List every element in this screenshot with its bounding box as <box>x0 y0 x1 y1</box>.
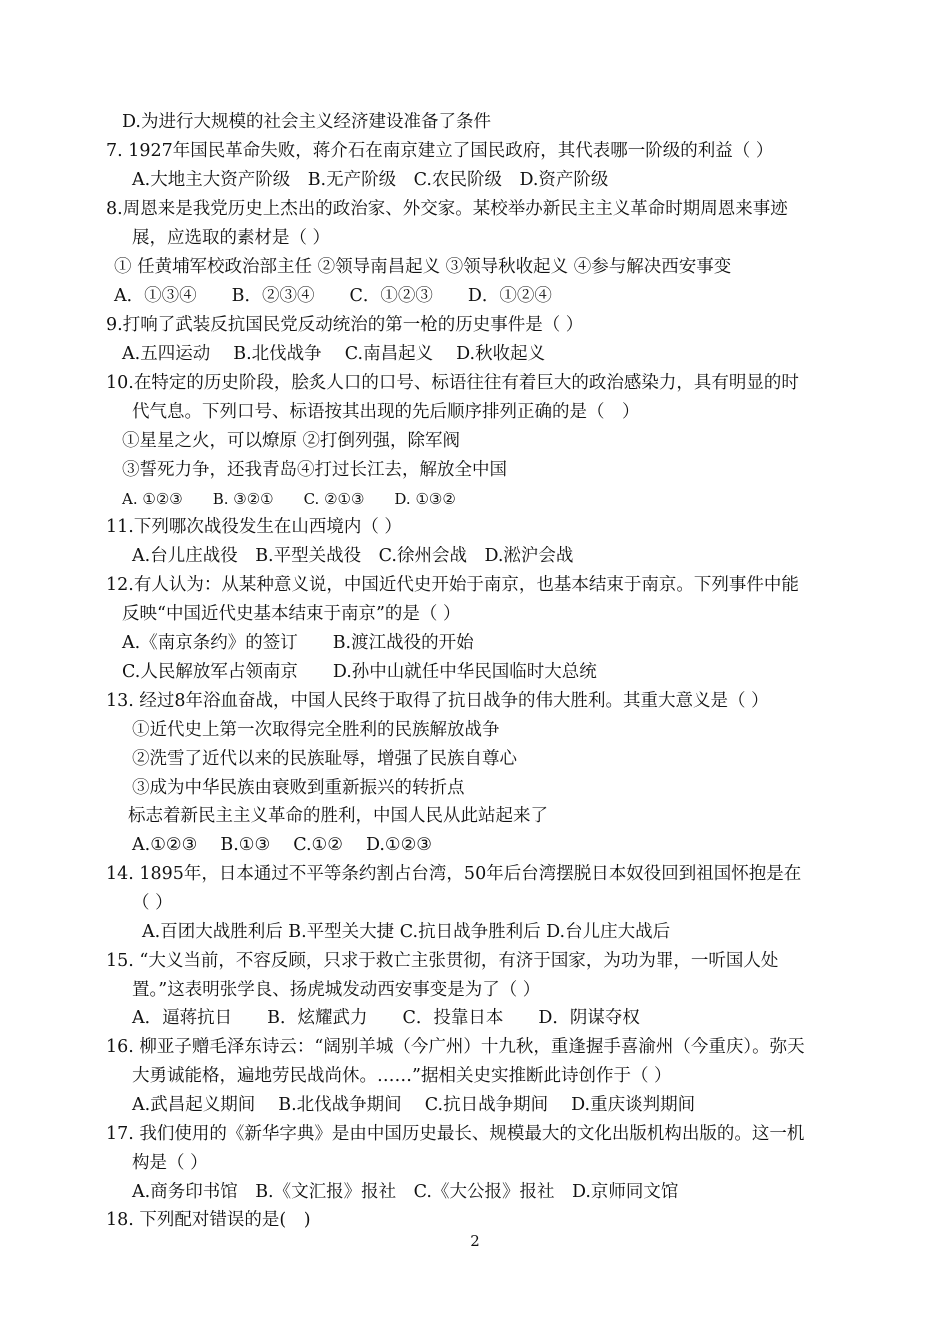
question-11-options: A.台儿庄战役 B.平型关战役 C.徐州会战 D.淞沪会战 <box>132 546 574 566</box>
question-12-options-ab: A.《南京条约》的签订 B.渡江战役的开始 <box>122 633 474 653</box>
question-13-item-1: ①近代史上第一次取得完全胜利的民族解放战争 <box>132 720 500 740</box>
question-8-cont: 展，应选取的素材是（ ） <box>132 228 331 248</box>
question-13-options: A.①②③ B.①③ C.①② D.①②③ <box>132 835 432 855</box>
question-17: 17. 我们使用的《新华字典》是由中国历史最长、规模最大的文化出版机构出版的。这一机 <box>106 1124 805 1144</box>
question-16-options: A.武昌起义期间 B.北伐战争期间 C.抗日战争期间 D.重庆谈判期间 <box>132 1095 696 1115</box>
question-14: 14. 1895年，日本通过不平等条约割占台湾，50年后台湾摆脱日本奴役回到祖国怀抱是在 <box>106 864 802 884</box>
question-14-cont: （ ） <box>132 893 173 913</box>
question-7: 7. 1927年国民革命失败，蒋介石在南京建立了国民政府，其代表哪一阶级的利益（ ） <box>106 141 774 161</box>
question-16-cont: 大勇诚能格，遍地劳民战尚休。……”据相关史实推断此诗创作于（ ） <box>132 1066 672 1086</box>
question-8-items: ① 任黄埔军校政治部主任 ②领导南昌起义 ③领导秋收起义 ④参与解决西安事变 <box>114 257 732 277</box>
question-13-item-4: 标志着新民主主义革命的胜利，中国人民从此站起来了 <box>128 806 548 826</box>
option-d-line: D.为进行大规模的社会主义经济建设准备了条件 <box>122 112 491 132</box>
question-12-options-cd: C.人民解放军占领南京 D.孙中山就任中华民国临时大总统 <box>122 662 597 682</box>
question-17-options: A.商务印书馆 B.《文汇报》报社 C.《大公报》报社 D.京师同文馆 <box>132 1182 679 1202</box>
question-16: 16. 柳亚子赠毛泽东诗云：“阔别羊城（今广州）十九秋，重逢握手喜渝州（今重庆）。弥天 <box>106 1037 805 1057</box>
question-9-options: A.五四运动 B.北伐战争 C.南昌起义 D.秋收起义 <box>122 344 546 364</box>
question-15-cont: 置。”这表明张学良、扬虎城发动西安事变是为了（ ） <box>132 980 541 1000</box>
question-10: 10.在特定的历史阶段，脍炙人口的口号、标语往往有着巨大的政治感染力，具有明显的时 <box>106 373 799 393</box>
question-17-cont: 构是（ ） <box>132 1153 208 1173</box>
question-8-options: A．①③④ B．②③④ C．①②③ D．①②④ <box>114 286 552 306</box>
question-15-options: A．逼蒋抗日 B．炫耀武力 C．投靠日本 D．阴谋夺权 <box>132 1008 640 1028</box>
question-10-items-b: ③誓死力争，还我青岛④打过长江去，解放全中国 <box>122 460 507 480</box>
page-number: 2 <box>470 1232 480 1250</box>
question-12-cont: 反映“中国近代史基本结束于南京”的是（ ） <box>122 604 461 624</box>
question-13: 13. 经过8年浴血奋战，中国人民终于取得了抗日战争的伟大胜利。其重大意义是（ ） <box>106 691 769 711</box>
question-7-options: A.大地主大资产阶级 B.无产阶级 C.农民阶级 D.资产阶级 <box>132 170 609 190</box>
question-14-options: A.百团大战胜利后 B.平型关大捷 C.抗日战争胜利后 D.台儿庄大战后 <box>142 922 671 942</box>
question-8: 8.周恩来是我党历史上杰出的政治家、外交家。某校举办新民主主义革命时期周恩来事迹 <box>106 199 788 219</box>
question-13-item-2: ②洗雪了近代以来的民族耻辱，增强了民族自尊心 <box>132 749 517 769</box>
question-10-items-a: ①星星之火，可以燎原 ②打倒列强，除军阀 <box>122 431 461 451</box>
question-13-item-3: ③成为中华民族由衰败到重新振兴的转折点 <box>132 778 465 798</box>
question-9: 9.打响了武装反抗国民党反动统治的第一枪的历史事件是（ ） <box>106 315 584 335</box>
question-10-options: A. ①②③ B. ③②① C. ②①③ D. ①③② <box>122 490 456 508</box>
question-18: 18. 下列配对错误的是( ) <box>106 1210 311 1230</box>
question-10-cont: 代气息。下列口号、标语按其出现的先后顺序排列正确的是（ ） <box>132 402 640 422</box>
question-15: 15. “大义当前，不容反顾，只求于救亡主张贯彻，有济于国家，为功为罪，一听国人处 <box>106 951 779 971</box>
question-11: 11.下列哪次战役发生在山西境内（ ） <box>106 517 402 537</box>
question-12: 12.有人认为：从某种意义说，中国近代史开始于南京，也基本结束于南京。下列事件中能 <box>106 575 799 595</box>
